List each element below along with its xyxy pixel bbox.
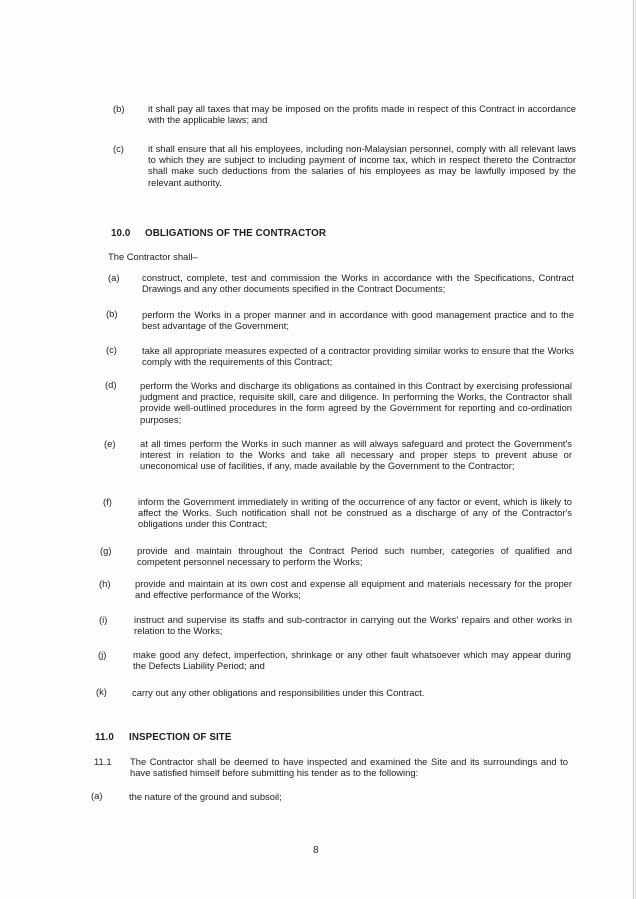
item-text: take all appropriate measures expected of a contractor providing similar works to ensure that the Works comply with the requirements of this Contract;	[142, 345, 574, 368]
item-text: provide and maintain throughout the Contract Period such number, categories of qualified and competent personnel necessary to perform the Works;	[137, 545, 572, 568]
item-text: the nature of the ground and subsoil;	[129, 791, 282, 802]
page-number: 8	[313, 845, 319, 856]
item-label: (i)	[99, 614, 108, 625]
section-number: 11.0	[95, 732, 114, 743]
item-label: (b)	[113, 103, 125, 114]
item-label: (a)	[91, 790, 103, 801]
section-10-lead: The Contractor shall–	[108, 251, 198, 262]
section-number: 10.0	[111, 228, 131, 239]
item-label: (c)	[106, 344, 117, 355]
item-label: (b)	[106, 308, 118, 319]
section-11-heading	[95, 732, 232, 743]
section-10-heading	[111, 228, 326, 239]
item-label: (g)	[100, 545, 112, 556]
item-text: perform the Works in a proper manner and in accordance with good management practice and to the best advantage of the Government;	[142, 309, 574, 332]
item-text: construct, complete, test and commission the Works in accordance with the Specifications, Contract Drawings and any other documents specified in the Contract Documents;	[142, 272, 574, 295]
item-label: (a)	[108, 272, 120, 283]
item-text: at all times perform the Works in such manner as will always safeguard and protect the Government's interest in relation to the Works and take all necessary and proper steps to prevent abuse or uneconomical use of facilities, if any, made available by the Government to the Contractor;	[140, 438, 572, 472]
section-title: INSPECTION OF SITE	[129, 732, 232, 743]
scan-edge-line	[633, 0, 634, 899]
item-label: (d)	[105, 379, 117, 390]
section-title: OBLIGATIONS OF THE CONTRACTOR	[145, 228, 327, 239]
clause-number: 11.1	[94, 756, 112, 767]
item-text: inform the Government immediately in writing of the occurrence of any factor or event, which is likely to affect the Works. Such notification shall not be construed as a discharge of any of the Contractor's obligations under this Contract;	[138, 496, 572, 530]
item-text: instruct and supervise its staffs and sub-contractor in carrying out the Works' repairs and other works in relation to the Works;	[134, 614, 572, 637]
item-text: carry out any other obligations and responsibilities under this Contract.	[132, 687, 425, 698]
clause-text: The Contractor shall be deemed to have inspected and examined the Site and its surroundings and to have satisfied himself before submitting his tender as to the following:	[130, 756, 568, 779]
item-label: (c)	[113, 143, 124, 154]
item-label: (e)	[104, 438, 116, 449]
item-label: (h)	[99, 578, 111, 589]
item-text: provide and maintain at its own cost and expense all equipment and materials necessary for the proper and effective performance of the Works;	[135, 578, 572, 601]
item-text: perform the Works and discharge its obligations as contained in this Contract by exercising professional judgment and practice, requisite skill, care and diligence. In performing the Works, the Contractor shall provide well-outlined procedures in the form agreed by the Government for reporting and co-ordination purposes;	[140, 380, 572, 425]
item-text: make good any defect, imperfection, shrinkage or any other fault whatsoever which may appear during the Defects Liability Period; and	[133, 649, 571, 672]
item-label: (j)	[98, 649, 107, 660]
item-label: (k)	[96, 686, 107, 697]
item-label: (f)	[103, 496, 112, 507]
item-text: it shall ensure that all his employees, including non-Malaysian personnel, comply with all relevant laws to which they are subject to including payment of income tax, which in respect thereto the Contractor shall make such deductions from the salaries of his employees as may be lawfully imposed by the relevant authority.	[148, 143, 576, 188]
item-text: it shall pay all taxes that may be imposed on the profits made in respect of this Contract in accordance with the applicable laws; and	[148, 103, 576, 126]
